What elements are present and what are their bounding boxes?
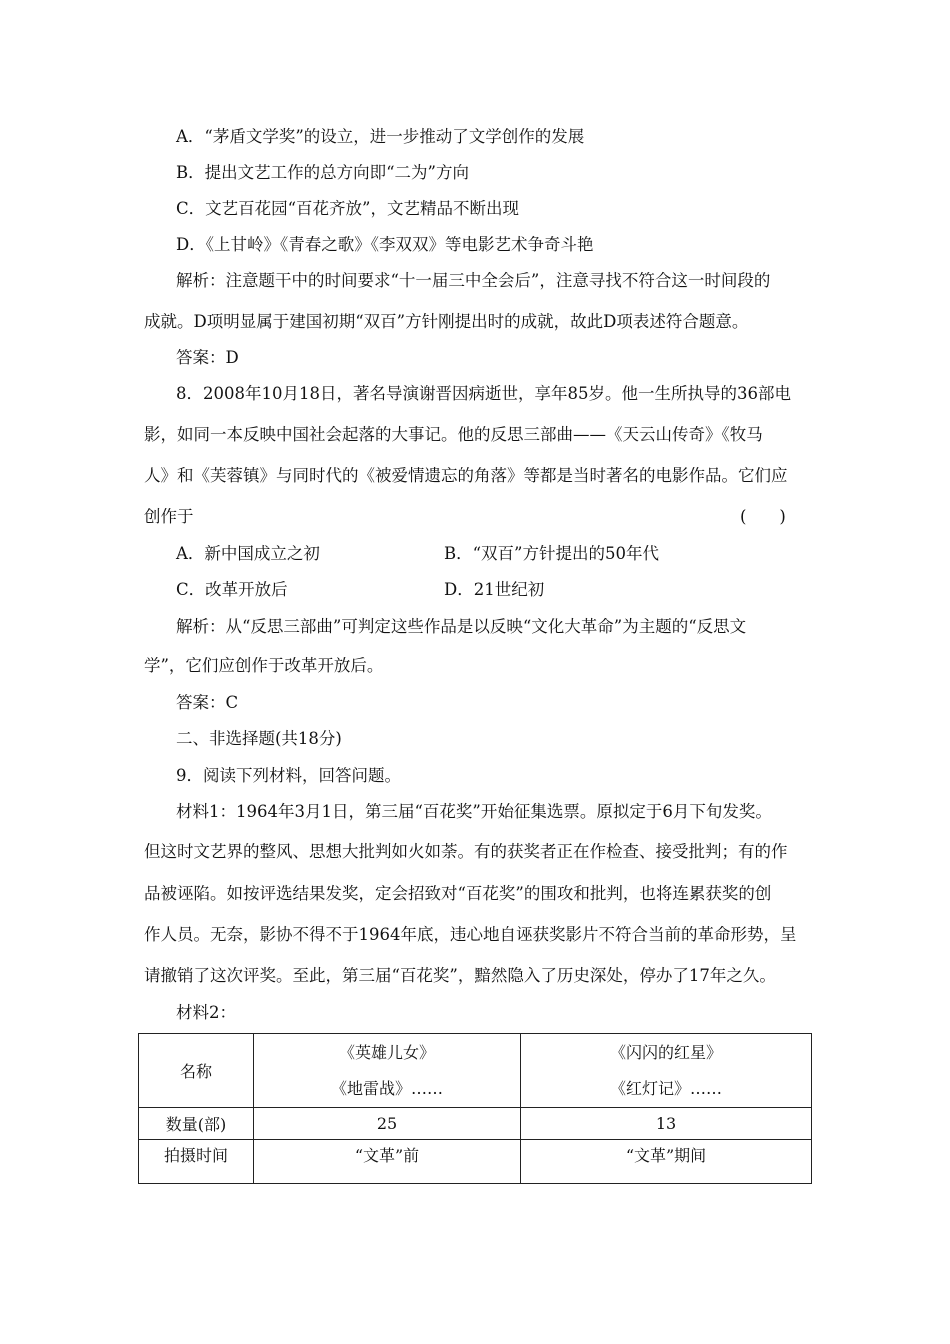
material-1-line5: 请撤销了这次评奖。至此，第三届“百花奖”，黯然隐入了历史深处，停办了17年之久。 [144, 966, 776, 985]
analysis-8-line2: 学”，它们应创作于改革开放后。 [144, 656, 384, 675]
table-cell: “文革”前 [254, 1140, 521, 1184]
material-1-line2: 但这时文艺界的整风、思想大批判如火如荼。有的获奖者正在作检查、接受批判；有的作 [144, 842, 788, 861]
material-1-line3: 品被诬陷。如按评选结果发奖，定会招致对“百花奖”的围攻和批判，也将连累获奖的创 [144, 884, 772, 903]
option-7c: C．文艺百花园“百花齐放”，文艺精品不断出现 [176, 199, 519, 218]
question-8-line2: 影，如同一本反映中国社会起落的大事记。他的反思三部曲——《天云山传奇》《牧马 [144, 425, 763, 444]
analysis-8-line1: 解析：从“反思三部曲”可判定这些作品是以反映“文化大革命”为主题的“反思文 [176, 617, 747, 636]
answer-bracket: ( ) [740, 507, 786, 526]
film-list-line2: 《红灯记》…… [609, 1078, 722, 1098]
analysis-7-line2: 成就。D项明显属于建国初期“双百”方针刚提出时的成就，故此D项表述符合题意。 [144, 312, 749, 331]
option-8b: B．“双百”方针提出的50年代 [444, 544, 659, 563]
material-1-line4: 作人员。无奈，影协不得不于1964年底，违心地自诬获奖影片不符合当前的革命形势，呈 [144, 925, 797, 944]
material-1-line1: 材料1：1964年3月1日，第三届“百花奖”开始征集选票。原拟定于6月下旬发奖。 [176, 802, 772, 821]
material-2-label: 材料2： [176, 1003, 236, 1022]
material-2-table [138, 1033, 812, 1184]
option-7b: B．提出文艺工作的总方向即“二为”方向 [176, 163, 469, 182]
question-9: 9．阅读下列材料，回答问题。 [176, 766, 401, 785]
analysis-7-line1: 解析：注意题干中的时间要求“十一届三中全会后”，注意寻找不符合这一时间段的 [176, 271, 771, 290]
table-cell [254, 1034, 521, 1108]
row-header-name: 名称 [139, 1034, 254, 1108]
table-row [139, 1034, 812, 1108]
film-list-line1: 《闪闪的红星》 [609, 1042, 722, 1062]
table-cell: “文革”期间 [521, 1140, 812, 1184]
row-header-time: 拍摄时间 [139, 1140, 254, 1184]
option-8a: A．新中国成立之初 [176, 544, 320, 563]
question-8-line3: 人》和《芙蓉镇》与同时代的《被爱情遗忘的角落》等都是当时著名的电影作品。它们应 [144, 466, 788, 485]
option-7a: A．“茅盾文学奖”的设立，进一步推动了文学创作的发展 [176, 127, 585, 146]
question-8-line4: 创作于 [144, 507, 194, 526]
question-8-line1: 8．2008年10月18日，著名导演谢晋因病逝世，享年85岁。他一生所执导的36部电 [176, 384, 791, 403]
answer-8: 答案：C [176, 693, 239, 712]
table-cell: 13 [521, 1108, 812, 1140]
answer-7: 答案：D [176, 348, 239, 367]
film-list-line2: 《地雷战》…… [330, 1078, 443, 1098]
option-8c: C．改革开放后 [176, 580, 288, 599]
table-row [139, 1108, 812, 1140]
film-list-line1: 《英雄儿女》 [338, 1042, 435, 1062]
option-7d: D．《上甘岭》《青春之歌》《李双双》等电影艺术争奇斗艳 [176, 235, 594, 254]
option-8d: D．21世纪初 [444, 580, 545, 599]
table-cell [521, 1034, 812, 1108]
table-cell: 25 [254, 1108, 521, 1140]
section-two-heading: 二、非选择题(共18分) [176, 729, 342, 748]
table-row [139, 1140, 812, 1184]
row-header-count: 数量(部) [139, 1108, 254, 1140]
